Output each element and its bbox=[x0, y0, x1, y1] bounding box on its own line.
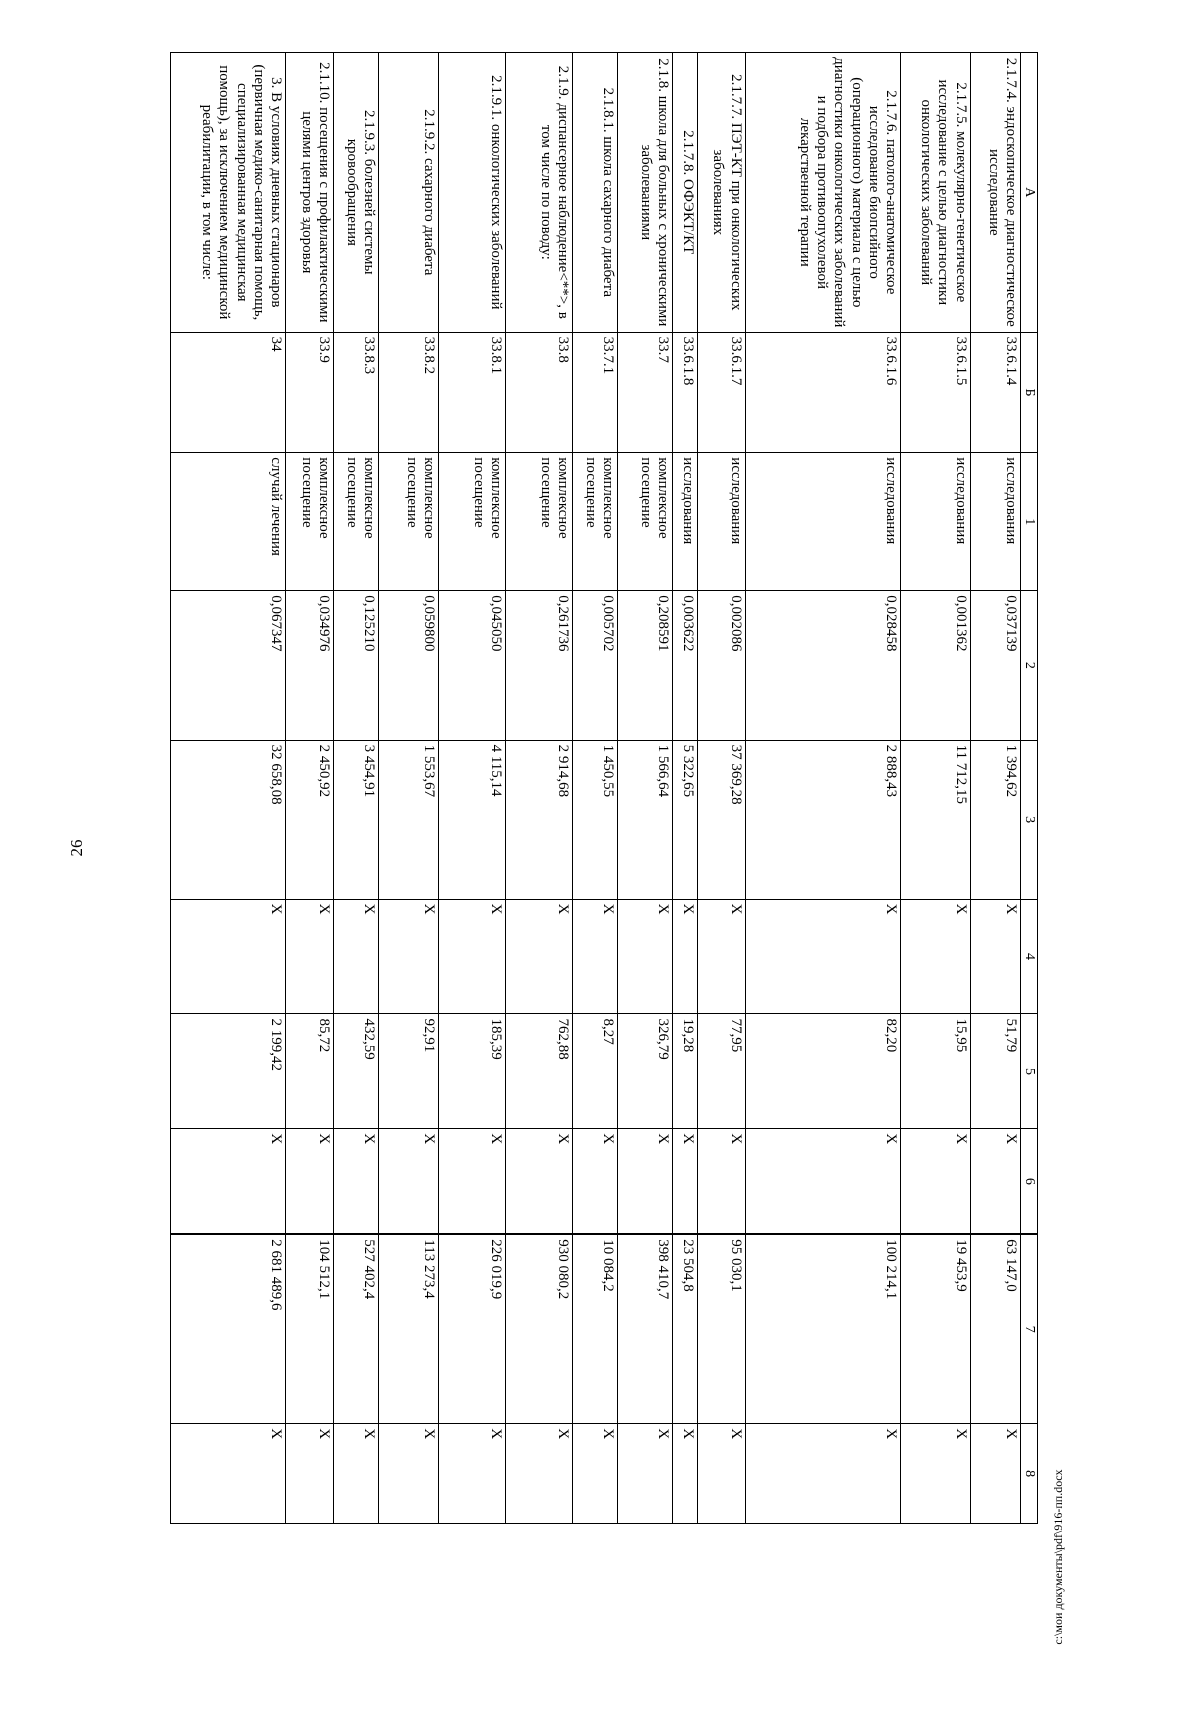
header-cell-a: А bbox=[1020, 53, 1037, 333]
col4-cell: Х bbox=[573, 899, 618, 1014]
table-row bbox=[439, 53, 506, 1524]
col6-cell: Х bbox=[286, 1129, 334, 1234]
col4-cell: Х bbox=[745, 899, 901, 1014]
col5-cell: 432,59 bbox=[333, 1014, 379, 1129]
table-row bbox=[745, 53, 901, 1524]
table-header-row bbox=[1020, 53, 1037, 1524]
col5-cell: 77,95 bbox=[697, 1014, 745, 1129]
col7-cell: 19 453,9 bbox=[901, 1234, 970, 1424]
unit-cell: комплексное посещение bbox=[439, 453, 506, 591]
row-code-cell: 33.6.1.7 bbox=[697, 332, 745, 453]
row-code-cell: 33.8 bbox=[506, 332, 573, 453]
unit-cell: исследования bbox=[673, 453, 697, 591]
rate-cell: 0,002086 bbox=[697, 591, 745, 740]
col8-cell: Х bbox=[673, 1424, 697, 1524]
header-cell-6: 6 bbox=[1020, 1129, 1037, 1234]
row-label-cell: 2.1.8.1. школа сахарного диабета bbox=[573, 53, 618, 333]
table-row bbox=[286, 53, 334, 1524]
col5-cell: 82,20 bbox=[745, 1014, 901, 1129]
col6-cell: Х bbox=[697, 1129, 745, 1234]
row-label-cell: 2.1.7.6. патолого-анатомическое исследование биопсийного (операционного) материала с целью диагностики онкологических заболеваний и подбора противоопухолевой лекарственной терапии bbox=[745, 53, 901, 333]
col6-cell: Х bbox=[901, 1129, 970, 1234]
col4-cell: Х bbox=[901, 899, 970, 1014]
col8-cell: Х bbox=[970, 1424, 1020, 1524]
rate-cell: 0,125210 bbox=[333, 591, 379, 740]
col6-cell: Х bbox=[171, 1129, 286, 1234]
header-cell-2: 2 bbox=[1020, 591, 1037, 740]
page-number: 26 bbox=[67, 839, 86, 857]
col4-cell: Х bbox=[379, 899, 439, 1014]
row-code-cell: 33.7 bbox=[618, 332, 673, 453]
col6-cell: Х bbox=[970, 1129, 1020, 1234]
cost-cell: 2 914,68 bbox=[506, 740, 573, 899]
col5-cell: 2 199,42 bbox=[171, 1014, 286, 1129]
table-row bbox=[970, 53, 1020, 1524]
unit-cell: комплексное посещение bbox=[618, 453, 673, 591]
unit-cell: комплексное посещение bbox=[286, 453, 334, 591]
file-path-footer: c:\мои документы\pdf\916-пп.docx bbox=[1051, 1469, 1065, 1645]
cost-cell: 2 888,43 bbox=[745, 740, 901, 899]
cost-cell: 37 369,28 bbox=[697, 740, 745, 899]
table-container bbox=[170, 52, 1038, 1524]
col7-cell: 104 512,1 bbox=[286, 1234, 334, 1424]
row-code-cell: 33.7.1 bbox=[573, 332, 618, 453]
col5-cell: 185,39 bbox=[439, 1014, 506, 1129]
cost-cell: 5 322,65 bbox=[673, 740, 697, 899]
rate-cell: 0,001362 bbox=[901, 591, 970, 740]
rate-cell: 0,034976 bbox=[286, 591, 334, 740]
row-code-cell: 33.8.3 bbox=[333, 332, 379, 453]
col8-cell: Х bbox=[618, 1424, 673, 1524]
row-code-cell: 33.6.1.6 bbox=[745, 332, 901, 453]
col4-cell: Х bbox=[439, 899, 506, 1014]
row-code-cell: 33.6.1.4 bbox=[970, 332, 1020, 453]
table-row bbox=[333, 53, 379, 1524]
cost-cell: 3 454,91 bbox=[333, 740, 379, 899]
col5-cell: 8,27 bbox=[573, 1014, 618, 1129]
col6-cell: Х bbox=[618, 1129, 673, 1234]
col7-cell: 95 030,1 bbox=[697, 1234, 745, 1424]
cost-cell: 4 115,14 bbox=[439, 740, 506, 899]
header-cell-b: Б bbox=[1020, 332, 1037, 453]
unit-cell: комплексное посещение bbox=[333, 453, 379, 591]
col7-cell: 63 147,0 bbox=[970, 1234, 1020, 1424]
col4-cell: Х bbox=[171, 899, 286, 1014]
col8-cell: Х bbox=[379, 1424, 439, 1524]
row-label-cell: 3. В условиях дневных стационаров (первичная медико-санитарная помощь, специализированная медицинская помощь), за исключением медицинской реабилитации, в том числе: bbox=[171, 53, 286, 333]
col6-cell: Х bbox=[745, 1129, 901, 1234]
col8-cell: Х bbox=[506, 1424, 573, 1524]
unit-cell: комплексное посещение bbox=[379, 453, 439, 591]
header-cell-3: 3 bbox=[1020, 740, 1037, 899]
row-label-cell: 2.1.9.2. сахарного диабета bbox=[379, 53, 439, 333]
col7-cell: 527 402,4 bbox=[333, 1234, 379, 1424]
unit-cell: комплексное посещение bbox=[506, 453, 573, 591]
row-code-cell: 33.6.1.5 bbox=[901, 332, 970, 453]
rate-cell: 0,028458 bbox=[745, 591, 901, 740]
table-row bbox=[506, 53, 573, 1524]
col6-cell: Х bbox=[379, 1129, 439, 1234]
col4-cell: Х bbox=[673, 899, 697, 1014]
col6-cell: Х bbox=[573, 1129, 618, 1234]
col7-cell: 2 681 489,6 bbox=[171, 1234, 286, 1424]
rate-cell: 0,005702 bbox=[573, 591, 618, 740]
rate-cell: 0,067347 bbox=[171, 591, 286, 740]
header-cell-5: 5 bbox=[1020, 1014, 1037, 1129]
col4-cell: Х bbox=[286, 899, 334, 1014]
unit-cell: исследования bbox=[745, 453, 901, 591]
col6-cell: Х bbox=[673, 1129, 697, 1234]
row-label-cell: 2.1.7.5. молекулярно-генетическое исследование с целью диагностики онкологических заболеваний bbox=[901, 53, 970, 333]
row-label-cell: 2.1.7.4. эндоскопическое диагностическое исследование bbox=[970, 53, 1020, 333]
rate-cell: 0,045050 bbox=[439, 591, 506, 740]
col5-cell: 51,79 bbox=[970, 1014, 1020, 1129]
col4-cell: Х bbox=[333, 899, 379, 1014]
col6-cell: Х bbox=[333, 1129, 379, 1234]
table-row bbox=[618, 53, 673, 1524]
table-row bbox=[573, 53, 618, 1524]
table-row bbox=[901, 53, 970, 1524]
rate-cell: 0,208591 bbox=[618, 591, 673, 740]
row-label-cell: 2.1.7.7. ПЭТ-КТ при онкологических заболеваниях bbox=[697, 53, 745, 333]
col7-cell: 113 273,4 bbox=[379, 1234, 439, 1424]
col4-cell: Х bbox=[697, 899, 745, 1014]
table-body bbox=[171, 53, 1021, 1524]
header-cell-4: 4 bbox=[1020, 899, 1037, 1014]
col4-cell: Х bbox=[618, 899, 673, 1014]
col5-cell: 762,88 bbox=[506, 1014, 573, 1129]
cost-cell: 1 394,62 bbox=[970, 740, 1020, 899]
cost-cell: 1 553,67 bbox=[379, 740, 439, 899]
row-label-cell: 2.1.8. школа для больных с хроническими заболеваниями bbox=[618, 53, 673, 333]
col7-cell: 10 084,2 bbox=[573, 1234, 618, 1424]
cost-cell: 32 658,08 bbox=[171, 740, 286, 899]
rate-cell: 0,261736 bbox=[506, 591, 573, 740]
col8-cell: Х bbox=[901, 1424, 970, 1524]
col7-cell: 23 504,8 bbox=[673, 1234, 697, 1424]
table-row bbox=[379, 53, 439, 1524]
cost-cell: 2 450,92 bbox=[286, 740, 334, 899]
unit-cell: исследования bbox=[970, 453, 1020, 591]
header-cell-1: 1 bbox=[1020, 453, 1037, 591]
tariff-table bbox=[170, 52, 1038, 1524]
col8-cell: Х bbox=[745, 1424, 901, 1524]
col7-cell: 226 019,9 bbox=[439, 1234, 506, 1424]
rate-cell: 0,059800 bbox=[379, 591, 439, 740]
col8-cell: Х bbox=[333, 1424, 379, 1524]
unit-cell: комплексное посещение bbox=[573, 453, 618, 591]
cost-cell: 1 450,55 bbox=[573, 740, 618, 899]
cost-cell: 11 712,15 bbox=[901, 740, 970, 899]
col7-cell: 100 214,1 bbox=[745, 1234, 901, 1424]
row-label-cell: 2.1.9.1. онкологических заболеваний bbox=[439, 53, 506, 333]
col7-cell: 398 410,7 bbox=[618, 1234, 673, 1424]
row-label-cell: 2.1.7.8. ОФЭКТ/КТ bbox=[673, 53, 697, 333]
col5-cell: 85,72 bbox=[286, 1014, 334, 1129]
col5-cell: 326,79 bbox=[618, 1014, 673, 1129]
col4-cell: Х bbox=[970, 899, 1020, 1014]
col5-cell: 92,91 bbox=[379, 1014, 439, 1129]
header-cell-8: 8 bbox=[1020, 1424, 1037, 1524]
row-code-cell: 33.6.1.8 bbox=[673, 332, 697, 453]
rate-cell: 0,003622 bbox=[673, 591, 697, 740]
table-row bbox=[171, 53, 286, 1524]
col8-cell: Х bbox=[573, 1424, 618, 1524]
row-code-cell: 33.8.1 bbox=[439, 332, 506, 453]
row-code-cell: 33.9 bbox=[286, 332, 334, 453]
col6-cell: Х bbox=[439, 1129, 506, 1234]
col5-cell: 15,95 bbox=[901, 1014, 970, 1129]
col8-cell: Х bbox=[697, 1424, 745, 1524]
unit-cell: исследования bbox=[901, 453, 970, 591]
row-label-cell: 2.1.10. посещения с профилактическими целями центров здоровья bbox=[286, 53, 334, 333]
header-cell-7: 7 bbox=[1020, 1234, 1037, 1424]
table-row bbox=[697, 53, 745, 1524]
unit-cell: исследования bbox=[697, 453, 745, 591]
col7-cell: 930 080,2 bbox=[506, 1234, 573, 1424]
col6-cell: Х bbox=[506, 1129, 573, 1234]
cost-cell: 1 566,64 bbox=[618, 740, 673, 899]
row-code-cell: 34 bbox=[171, 332, 286, 453]
row-label-cell: 2.1.9.3. болезней системы кровообращения bbox=[333, 53, 379, 333]
unit-cell: случай лечения bbox=[171, 453, 286, 591]
rate-cell: 0,037139 bbox=[970, 591, 1020, 740]
row-code-cell: 33.8.2 bbox=[379, 332, 439, 453]
col8-cell: Х bbox=[171, 1424, 286, 1524]
col8-cell: Х bbox=[286, 1424, 334, 1524]
row-label-cell: 2.1.9. диспансерное наблюдение<**>, в том числе по поводу: bbox=[506, 53, 573, 333]
col8-cell: Х bbox=[439, 1424, 506, 1524]
col5-cell: 19,28 bbox=[673, 1014, 697, 1129]
table-row bbox=[673, 53, 697, 1524]
col4-cell: Х bbox=[506, 899, 573, 1014]
